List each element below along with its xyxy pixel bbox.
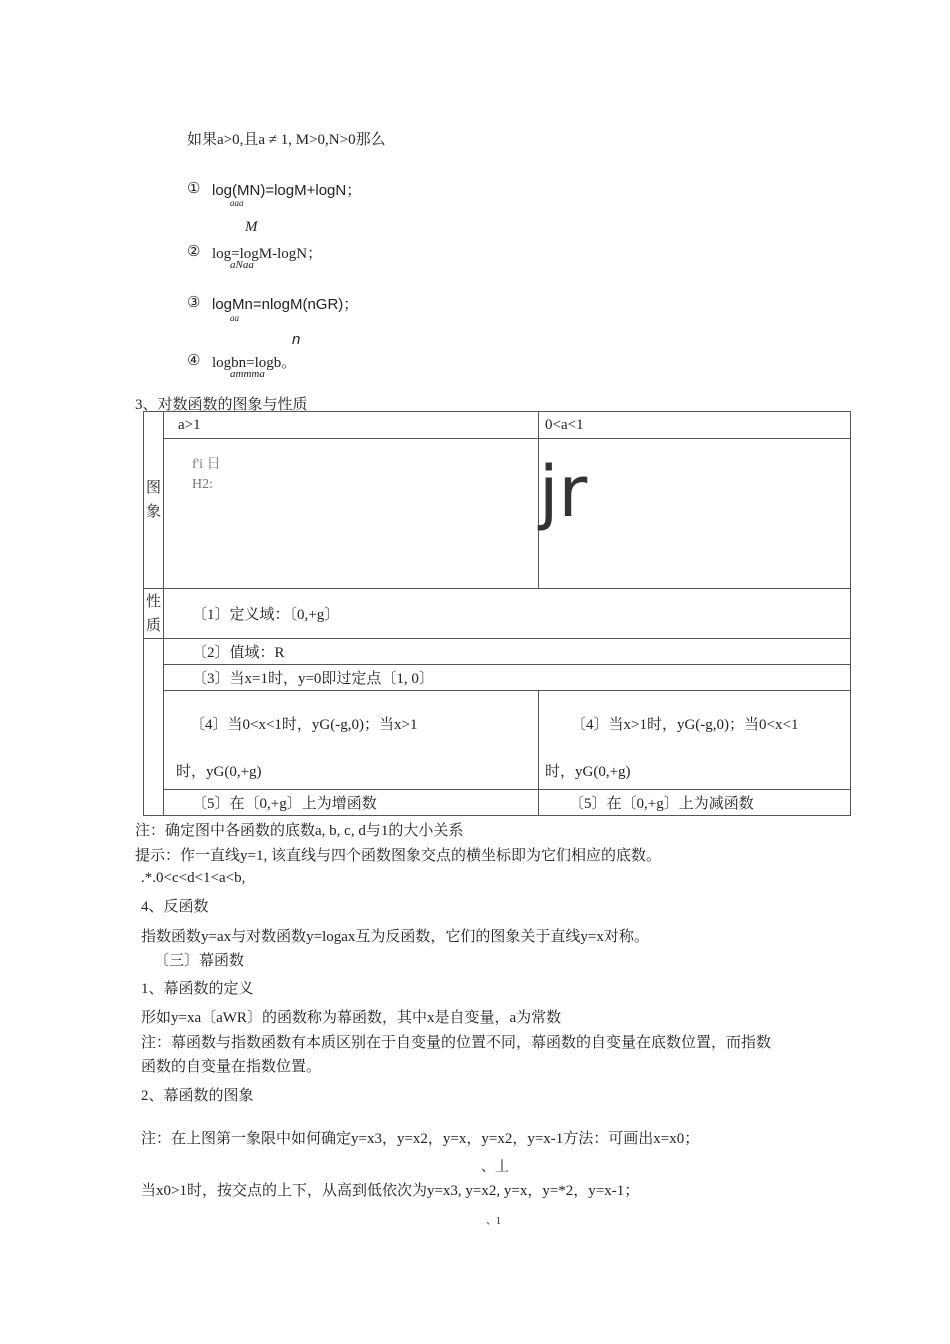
graph-cell-a-gt-1	[164, 439, 539, 589]
prop-5-decreasing: 〔5〕在〔0,+g〕上为减函数	[539, 790, 851, 816]
fraction-mark-2: 、1	[486, 1216, 501, 1227]
rule-3-number: ③	[187, 295, 201, 311]
prop-3-fixed-point: 〔3〕当x=1时，y=0即过定点〔1, 0〕	[164, 665, 851, 691]
note-base-compare: 注：确定图中各函数的底数a, b, c, d与1的大小关系	[135, 823, 464, 839]
power-note-line-2: 函数的自变量在指数位置。	[141, 1059, 322, 1075]
rule-1-subscript: aaa	[230, 198, 244, 208]
prop-2-range: 〔2〕值域：R	[164, 639, 851, 665]
graph-row-label: 图象	[144, 412, 164, 589]
order-text: 当x0>1时，按交点的上下，从高到低依次为y=x3, y=x2, y=x，y=*2，y=x-1；	[141, 1183, 640, 1199]
section-3-title: 3、对数函数的图象与性质	[135, 397, 308, 413]
rule-4-formula: logbn=logb。	[212, 355, 297, 371]
rule-2-formula: log=logM-logN；	[212, 246, 323, 262]
note-hint: 提示：作一直线y=1, 该直线与四个函数图象交点的横坐标即为它们相应的底数。	[135, 848, 661, 864]
rule-2-subscript: aNaa	[230, 259, 254, 271]
rule-1-number: ①	[187, 181, 201, 197]
power-graph-title: 2、幕函数的图象	[141, 1088, 254, 1104]
prop-5-increasing: 〔5〕在〔0,+g〕上为增函数	[164, 790, 539, 816]
graph-left-line-1: f'i 日	[192, 457, 221, 472]
power-def-text: 形如y=xa〔aWR〕的函数称为幕函数，其中x是自变量，a为常数	[141, 1010, 562, 1026]
graph-right-glyphs: jr	[539, 451, 588, 533]
rule-2-numerator: M	[245, 219, 258, 235]
graph-left-line-2: H2:	[192, 477, 213, 492]
prop-4-right-line-2: 时，yG(0,+g)	[545, 764, 631, 780]
log-function-properties-table	[143, 411, 851, 816]
section-4-text: 指数函数y=ax与对数函数y=logax互为反函数，它们的图象关于直线y=x对称。	[141, 929, 649, 945]
rule-4-superscript: n	[292, 331, 301, 348]
rule-4-number: ④	[187, 353, 201, 369]
power-note-line-1: 注：幕函数与指数函数有本质区别在于自变量的位置不同，幕函数的自变量在底数位置，而指数	[141, 1035, 772, 1051]
prop-4-left-line-1: 〔4〕当0<x<1时，yG(-g,0)；当x>1	[190, 717, 418, 733]
prop-4-left-line-2: 时，yG(0,+g)	[176, 764, 262, 780]
note-conclusion: .*.0<c<d<1<a<b,	[141, 870, 246, 886]
rule-3-subscript: aa	[230, 313, 239, 323]
intro-line: 如果a>0,且a ≠ 1, M>0,N>0那么	[187, 132, 386, 148]
prop-1-domain: 〔1〕定义域：〔0,+g〕	[164, 589, 851, 639]
header-a-gt-1: a>1	[164, 412, 539, 439]
prop-4-right-line-1: 〔4〕当x>1时，yG(-g,0)；当0<x<1	[571, 717, 799, 733]
header-a-lt-1: 0<a<1	[539, 412, 851, 439]
power-def-title: 1、幕函数的定义	[141, 981, 254, 997]
prop-4-a-gt-1	[164, 691, 539, 790]
props-continuation-cell	[144, 639, 164, 816]
rule-3-formula: logMn=nlogM(nGR)；	[212, 296, 359, 313]
graph-cell-a-lt-1	[539, 439, 851, 589]
rule-1-formula: log(MN)=logM+logN；	[212, 182, 362, 199]
section-4-title: 4、反函数	[141, 899, 209, 915]
part-3-title: 〔三〕幕函数	[154, 953, 245, 969]
prop-4-a-lt-1	[539, 691, 851, 790]
props-row-label: 性质	[144, 589, 164, 639]
fraction-mark-1: 、丄	[481, 1160, 509, 1175]
graph-note: 注：在上图第一象限中如何确定y=x3，y=x2，y=x，y=x2，y=x-1方法：可画出x=x0；	[141, 1131, 700, 1147]
rule-4-subscript: ammma	[230, 368, 265, 380]
rule-2-number: ②	[187, 244, 201, 260]
